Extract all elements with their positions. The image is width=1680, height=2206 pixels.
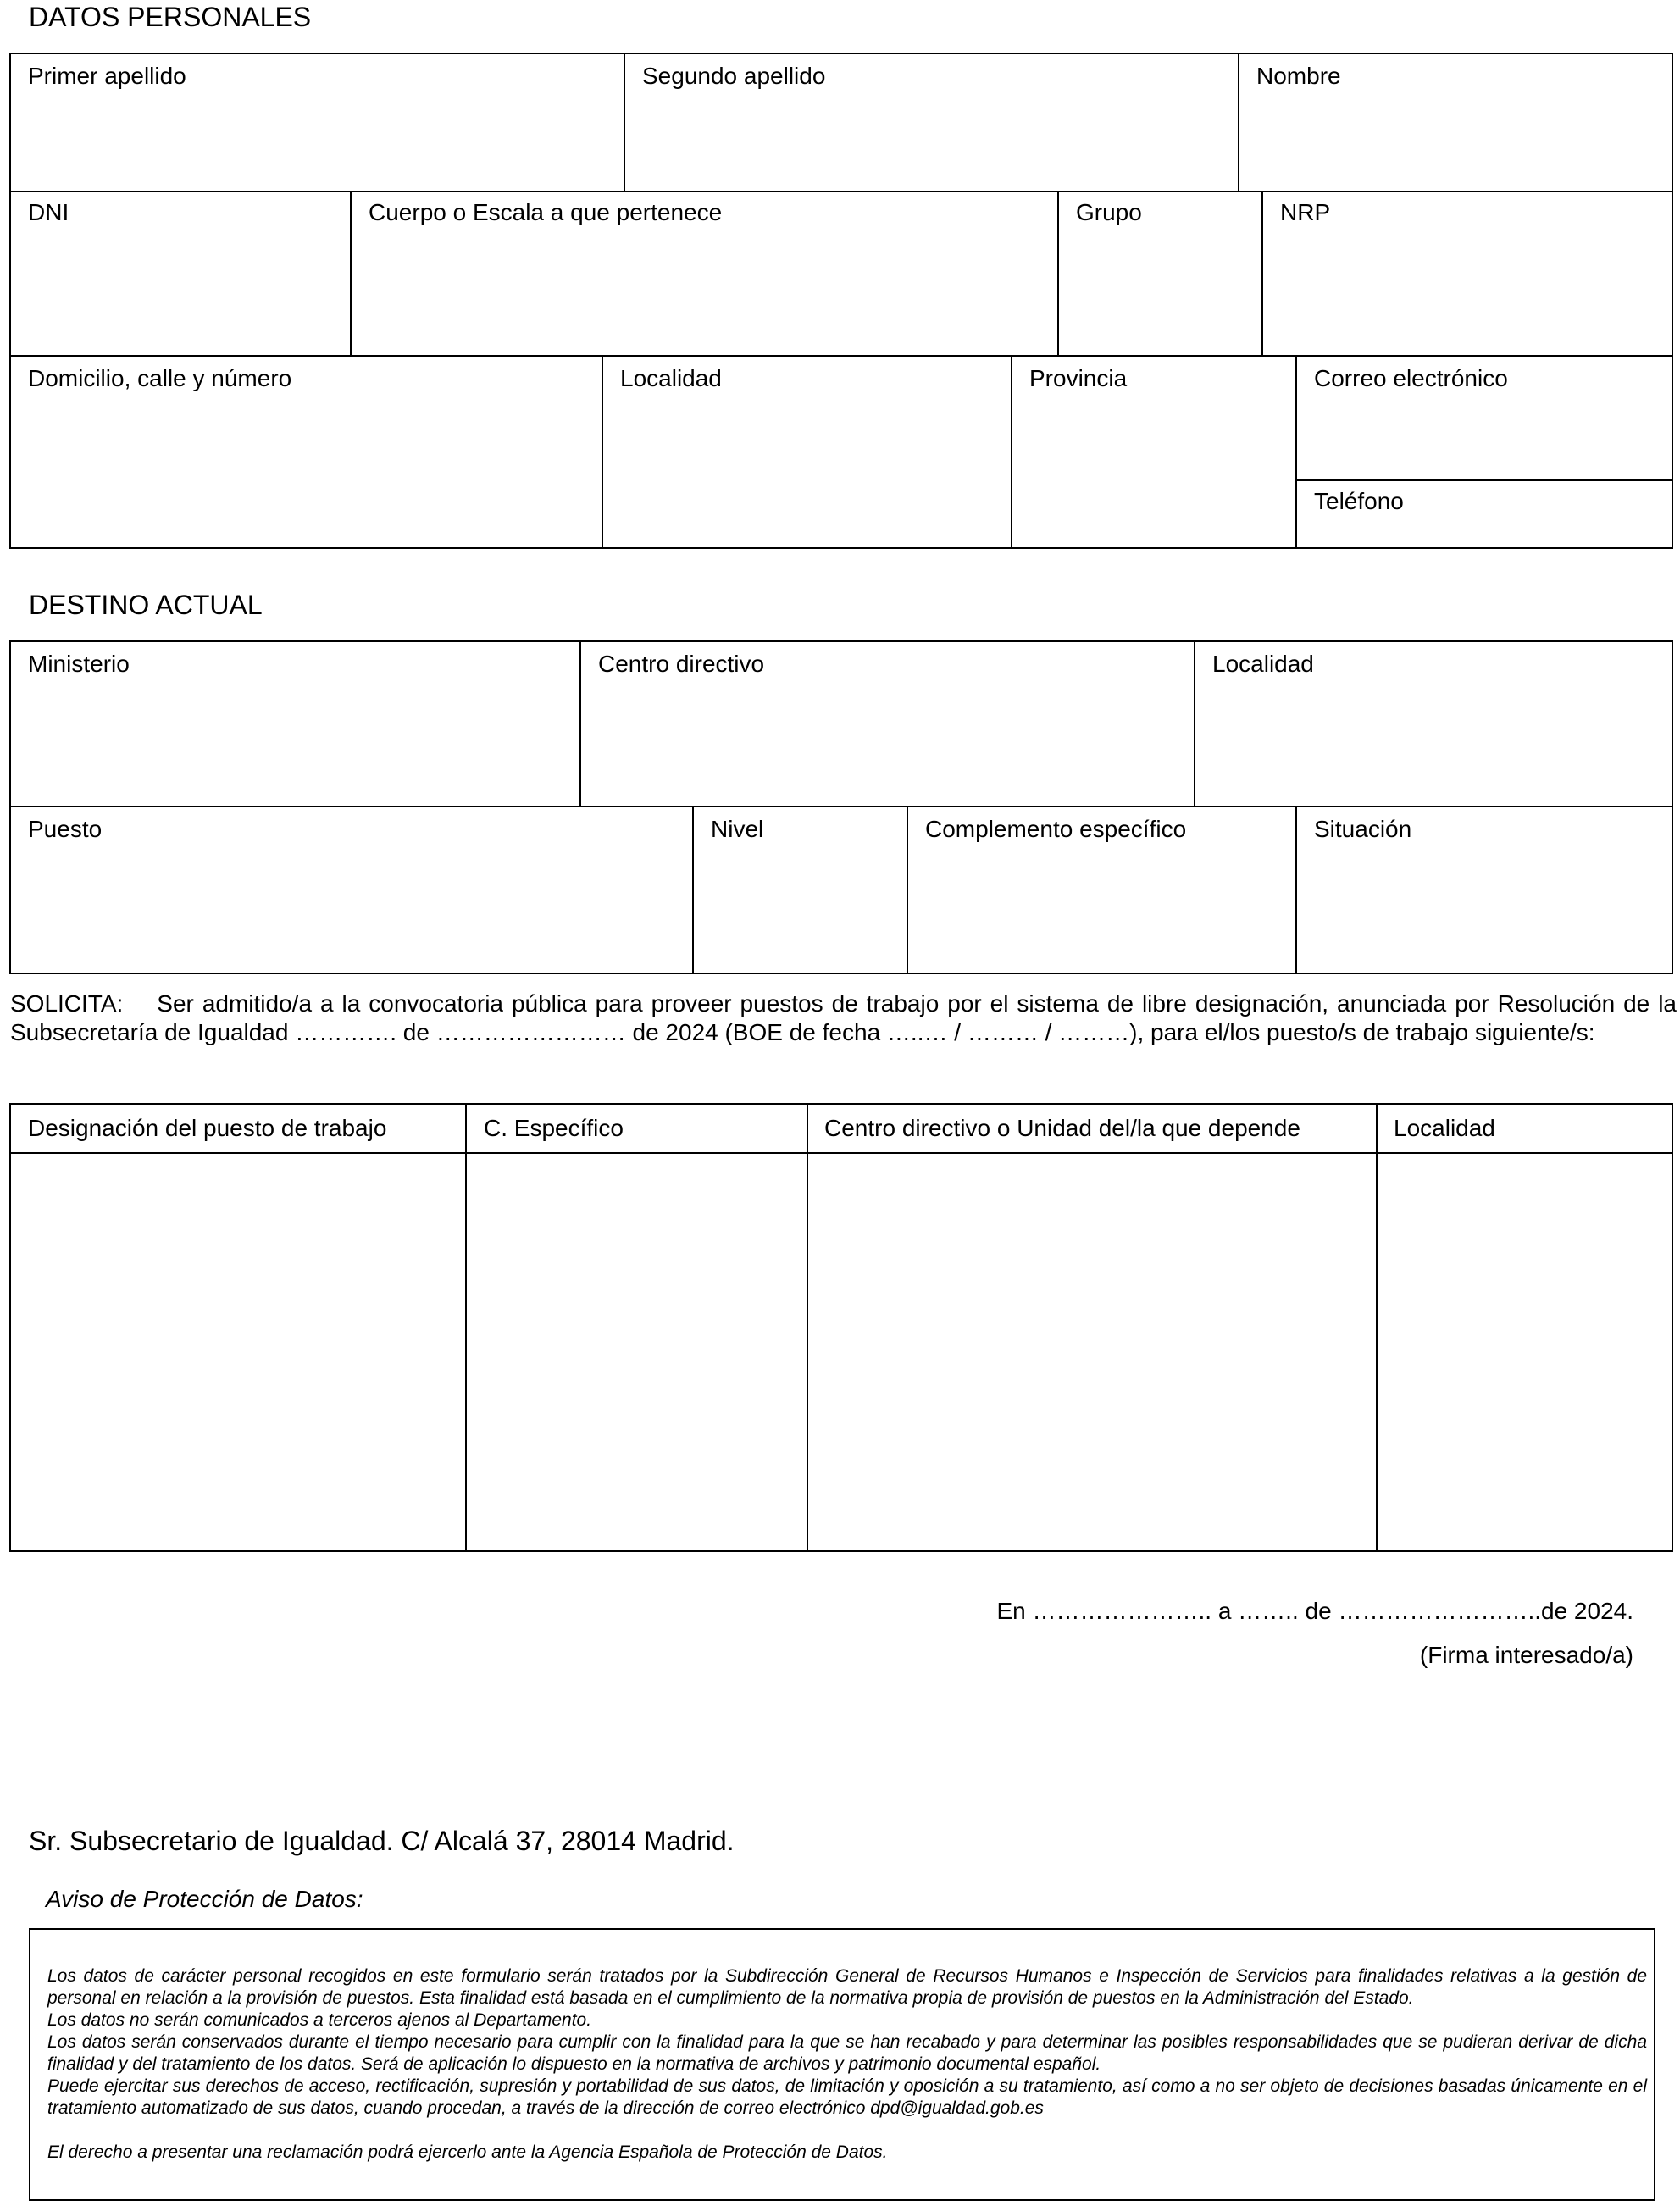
field-nrp[interactable] <box>1263 192 1672 355</box>
field-localidad[interactable] <box>603 357 1011 547</box>
field-localidad-destino[interactable] <box>1195 642 1672 806</box>
field-correo-electronico[interactable] <box>1297 357 1672 479</box>
aviso-paragraph: Los datos no serán comunicados a terceros ajenos al Departamento. <box>47 2010 592 2030</box>
field-segundo-apellido[interactable] <box>625 54 1238 191</box>
field-label: NRP <box>1280 199 1331 225</box>
table-header-localidad: Localidad <box>1394 1115 1495 1141</box>
aviso-body <box>47 1965 1647 2164</box>
table-cell-localidad[interactable] <box>1378 1154 1672 1550</box>
table-header-c-especifico: C. Específico <box>484 1115 624 1141</box>
table-header-centro-directivo: Centro directivo o Unidad del/la que depende <box>824 1115 1300 1141</box>
field-label: Localidad <box>1212 651 1314 677</box>
solicita-paragraph <box>10 989 1677 1047</box>
aviso-paragraph: El derecho a presentar una reclamación podrá ejercerlo ante la Agencia Española de Protección de Datos. <box>47 2142 888 2162</box>
field-label: Segundo apellido <box>642 63 826 89</box>
section-title-datos-personales: DATOS PERSONALES <box>29 2 312 32</box>
field-centro-directivo[interactable] <box>581 642 1194 806</box>
field-ministerio[interactable] <box>11 642 579 806</box>
aviso-title: Aviso de Protección de Datos: <box>46 1886 363 1912</box>
field-label: Localidad <box>620 365 722 391</box>
field-label: Puesto <box>28 816 103 842</box>
field-complemento-especifico[interactable] <box>908 807 1295 973</box>
field-label: Complemento específico <box>925 816 1187 842</box>
field-telefono[interactable] <box>1297 481 1672 547</box>
field-nivel[interactable] <box>694 807 907 973</box>
field-label: Cuerpo o Escala a que pertenece <box>369 199 723 225</box>
field-situacion[interactable] <box>1297 807 1672 973</box>
solicita-label: SOLICITA: <box>10 990 124 1017</box>
field-nombre[interactable] <box>1239 54 1672 191</box>
field-label: Nombre <box>1256 63 1341 89</box>
table-header-designacion: Designación del puesto de trabajo <box>28 1115 387 1141</box>
field-label: DNI <box>28 199 69 225</box>
field-puesto[interactable] <box>11 807 692 973</box>
field-provincia[interactable] <box>1012 357 1295 547</box>
fecha-firma: En ………………….. a …….. de ……………………..de 2024. <box>996 1598 1633 1624</box>
datos-personales-box <box>9 53 1673 549</box>
puestos-table <box>9 1103 1673 1552</box>
table-cell-centro-directivo[interactable] <box>808 1154 1376 1550</box>
field-cuerpo-escala[interactable] <box>352 192 1057 355</box>
aviso-paragraph: Puede ejercitar sus derechos de acceso, rectificación, supresión y portabilidad de sus datos, de limitación y oposición a su tratamiento, así como a no ser objeto de decisiones basadas únicamente en el tratamiento automatizado de sus datos, cuando procedan, a través de la dirección de correo electrónico dpd@igualdad.gob.es <box>47 2076 1647 2118</box>
solicita-text: Ser admitido/a a la convocatoria pública para proveer puestos de trabajo por el sistema de libre designación, anunciada por Resolución de la Subsecretaría de Igualdad …………. de …………………… de 2024 (BOE de fecha …..… / ……… / ………), para el/los puesto/s de trabajo siguiente/s: <box>10 990 1677 1045</box>
section-title-destino-actual: DESTINO ACTUAL <box>29 590 263 620</box>
table-cell-designacion[interactable] <box>11 1154 465 1550</box>
destinatario-address: Sr. Subsecretario de Igualdad. C/ Alcalá 37, 28014 Madrid. <box>29 1826 735 1856</box>
field-label: Situación <box>1314 816 1412 842</box>
field-label: Primer apellido <box>28 63 186 89</box>
aviso-paragraph: Los datos de carácter personal recogidos en este formulario serán tratados por la Subdirección General de Recursos Humanos e Inspección de Servicios para finalidades relativas a la gestión de personal en relación a la provisión de puestos. Esta finalidad está basada en el cumplimiento de la normativa propia de provisión de puestos en la Administración del Estado. <box>47 1966 1647 2008</box>
field-label: Teléfono <box>1314 488 1404 514</box>
field-domicilio[interactable] <box>11 357 602 547</box>
field-label: Nivel <box>711 816 764 842</box>
table-cell-c-especifico[interactable] <box>467 1154 807 1550</box>
field-label: Correo electrónico <box>1314 365 1508 391</box>
field-dni[interactable] <box>11 192 350 355</box>
field-label: Ministerio <box>28 651 130 677</box>
aviso-paragraph: Los datos serán conservados durante el tiempo necesario para cumplir con la finalidad para la que se han recabado y para determinar las posibles responsabilidades que se pudieran derivar de dicha finalidad y del tratamiento de los datos. Será de aplicación lo dispuesto en la normativa de archivos y patrimonio documental español. <box>47 2032 1647 2074</box>
field-label: Grupo <box>1076 199 1142 225</box>
destino-actual-box <box>9 640 1673 974</box>
field-label: Domicilio, calle y número <box>28 365 292 391</box>
field-label: Provincia <box>1029 365 1128 391</box>
field-label: Centro directivo <box>598 651 765 677</box>
firma-interesado-label: (Firma interesado/a) <box>1419 1642 1633 1668</box>
field-grupo[interactable] <box>1059 192 1261 355</box>
field-primer-apellido[interactable] <box>11 54 624 191</box>
